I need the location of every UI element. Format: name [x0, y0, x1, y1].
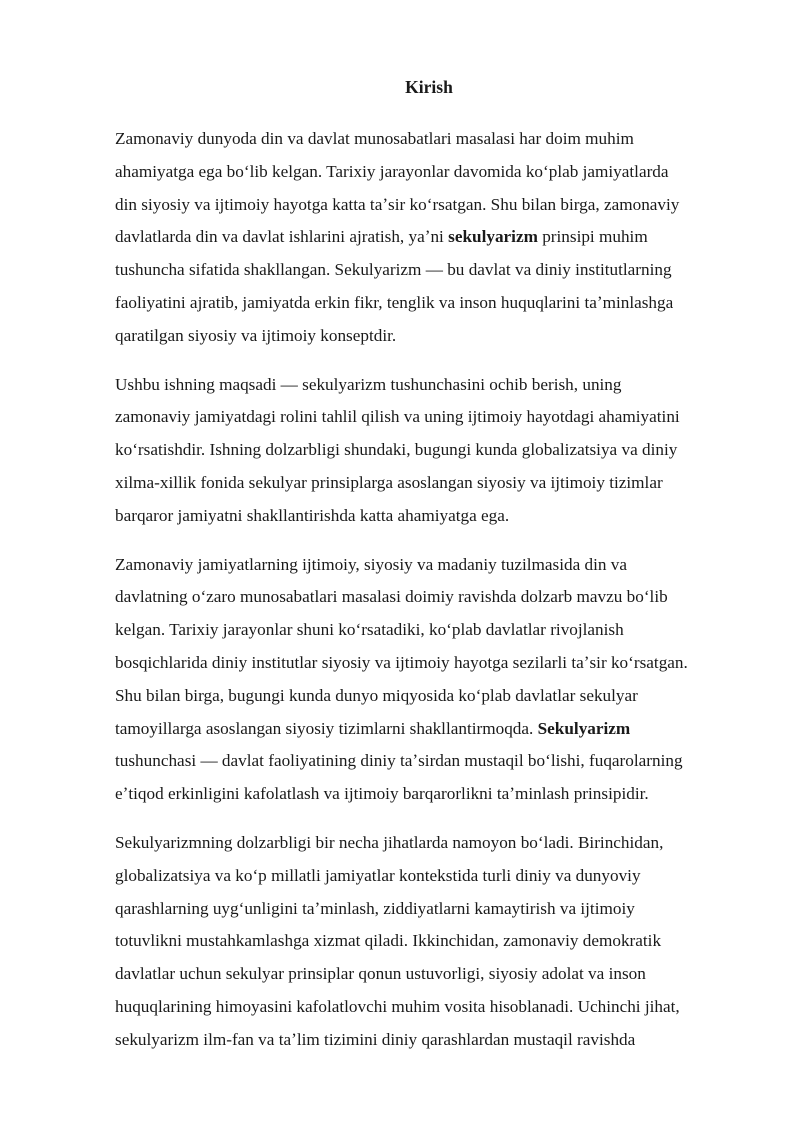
text-line — [115, 221, 745, 254]
text-run: faoliyatini ajratib, jamiyatda erkin fikr, tenglik va inson huquqlarini taʼminlashga — [115, 292, 674, 312]
text-line — [115, 680, 745, 713]
text-line — [115, 320, 745, 353]
text-run: Ushbu ishning maqsadi — sekulyarizm tushunchasini ochib berish, uning — [115, 374, 622, 394]
text-run: Shu bilan birga, bugungi kunda dunyo miqyosida koʻplab davlatlar sekulyar — [115, 685, 638, 705]
text-run: kelgan. Tarixiy jarayonlar shuni koʻrsatadiki, koʻplab davlatlar rivojlanish — [115, 620, 624, 640]
text-run: barqaror jamiyatni shakllantirishda katta ahamiyatga ega. — [115, 505, 510, 525]
text-line — [115, 925, 745, 958]
text-line — [115, 958, 745, 991]
text-run: davlatlar uchun sekulyar prinsiplar qonun ustuvorligi, siyosiy adolat va inson — [115, 964, 646, 984]
text-line — [115, 745, 745, 778]
text-line — [115, 860, 745, 893]
text-line — [115, 369, 745, 402]
document-body — [115, 123, 745, 1073]
text-run: globalizatsiya va koʻp millatli jamiyatlar kontekstida turli diniy va dunyoviy — [115, 865, 641, 885]
text-line — [115, 189, 745, 222]
text-run: din siyosiy va ijtimoiy hayotga katta taʼsir koʻrsatgan. Shu bilan birga, zamonaviy — [115, 194, 680, 214]
text-line — [115, 500, 745, 533]
bold-term: Sekulyarizm — [537, 718, 631, 738]
text-run: qarashlarning uygʻunligini taʼminlash, ziddiyatlarni kamaytirish va ijtimoiy — [115, 898, 635, 918]
document-title: Kirish — [405, 77, 453, 97]
text-run: tushunchasi — davlat faoliyatining diniy taʼsirdan mustaqil boʻlishi, fuqarolarning — [115, 751, 683, 771]
text-line — [115, 581, 745, 614]
text-run: totuvlikni mustahkamlashga xizmat qiladi. Ikkinchidan, zamonaviy demokratik — [115, 931, 662, 951]
text-run: davlatlarda din va davlat ishlarini ajratish, yaʼni — [115, 227, 449, 247]
text-run: eʼtiqod erkinligini kafolatlash va ijtimoiy barqarorlikni taʼminlash prinsipidir. — [115, 784, 649, 804]
text-line — [115, 827, 745, 860]
text-line — [115, 778, 745, 811]
text-line — [115, 713, 745, 746]
text-line — [115, 991, 745, 1024]
text-run: ahamiyatga ega boʻlib kelgan. Tarixiy jarayonlar davomida koʻplab jamiyatlarda — [115, 161, 669, 181]
text-line — [115, 156, 745, 189]
text-line — [115, 467, 745, 500]
text-line — [115, 614, 745, 647]
paragraph — [115, 369, 745, 533]
text-run: huquqlarining himoyasini kafolatlovchi muhim vosita hisoblanadi. Uchinchi jihat, — [115, 996, 680, 1016]
text-line — [115, 549, 745, 582]
paragraph — [115, 549, 745, 811]
text-run: koʻrsatishdir. Ishning dolzarbligi shundaki, bugungi kunda globalizatsiya va diniy — [115, 440, 678, 460]
text-run: qaratilgan siyosiy va ijtimoiy konseptdir. — [115, 325, 397, 345]
text-run: prinsipi muhim — [537, 227, 648, 247]
text-run: Sekulyarizmning dolzarbligi bir necha jihatlarda namoyon boʻladi. Birinchidan, — [115, 832, 664, 852]
text-run: bosqichlarida diniy institutlar siyosiy va ijtimoiy hayotga sezilarli taʼsir koʻrsatgan. — [115, 652, 688, 672]
text-line — [115, 254, 745, 287]
text-line — [115, 1024, 745, 1057]
text-run: xilma-xillik fonida sekulyar prinsiplarga asoslangan siyosiy va ijtimoiy tizimlar — [115, 472, 663, 492]
text-run: Zamonaviy jamiyatlarning ijtimoiy, siyosiy va madaniy tuzilmasida din va — [115, 554, 628, 574]
text-line — [115, 893, 745, 926]
bold-term: sekulyarizm — [448, 227, 538, 247]
paragraph — [115, 123, 745, 353]
paragraph — [115, 827, 745, 1057]
text-run: zamonaviy jamiyatdagi rolini tahlil qilish va uning ijtimoiy hayotdagi ahamiyatini — [115, 407, 680, 427]
text-line — [115, 287, 745, 320]
text-run: sekulyarizm ilm-fan va taʼlim tizimini diniy qarashlardan mustaqil ravishda — [115, 1029, 636, 1049]
text-run: tamoyillarga asoslangan siyosiy tizimlarni shakllantirmoqda. — [115, 718, 538, 738]
text-run: davlatning oʻzaro munosabatlari masalasi doimiy ravishda dolzarb mavzu boʻlib — [115, 587, 668, 607]
text-line — [115, 647, 745, 680]
text-line — [115, 434, 745, 467]
text-run: Zamonaviy dunyoda din va davlat munosabatlari masalasi har doim muhim — [115, 129, 634, 148]
text-line — [115, 123, 745, 156]
text-line — [115, 401, 745, 434]
text-run: tushuncha sifatida shakllangan. Sekulyarizm — bu davlat va diniy institutlarning — [115, 260, 672, 280]
